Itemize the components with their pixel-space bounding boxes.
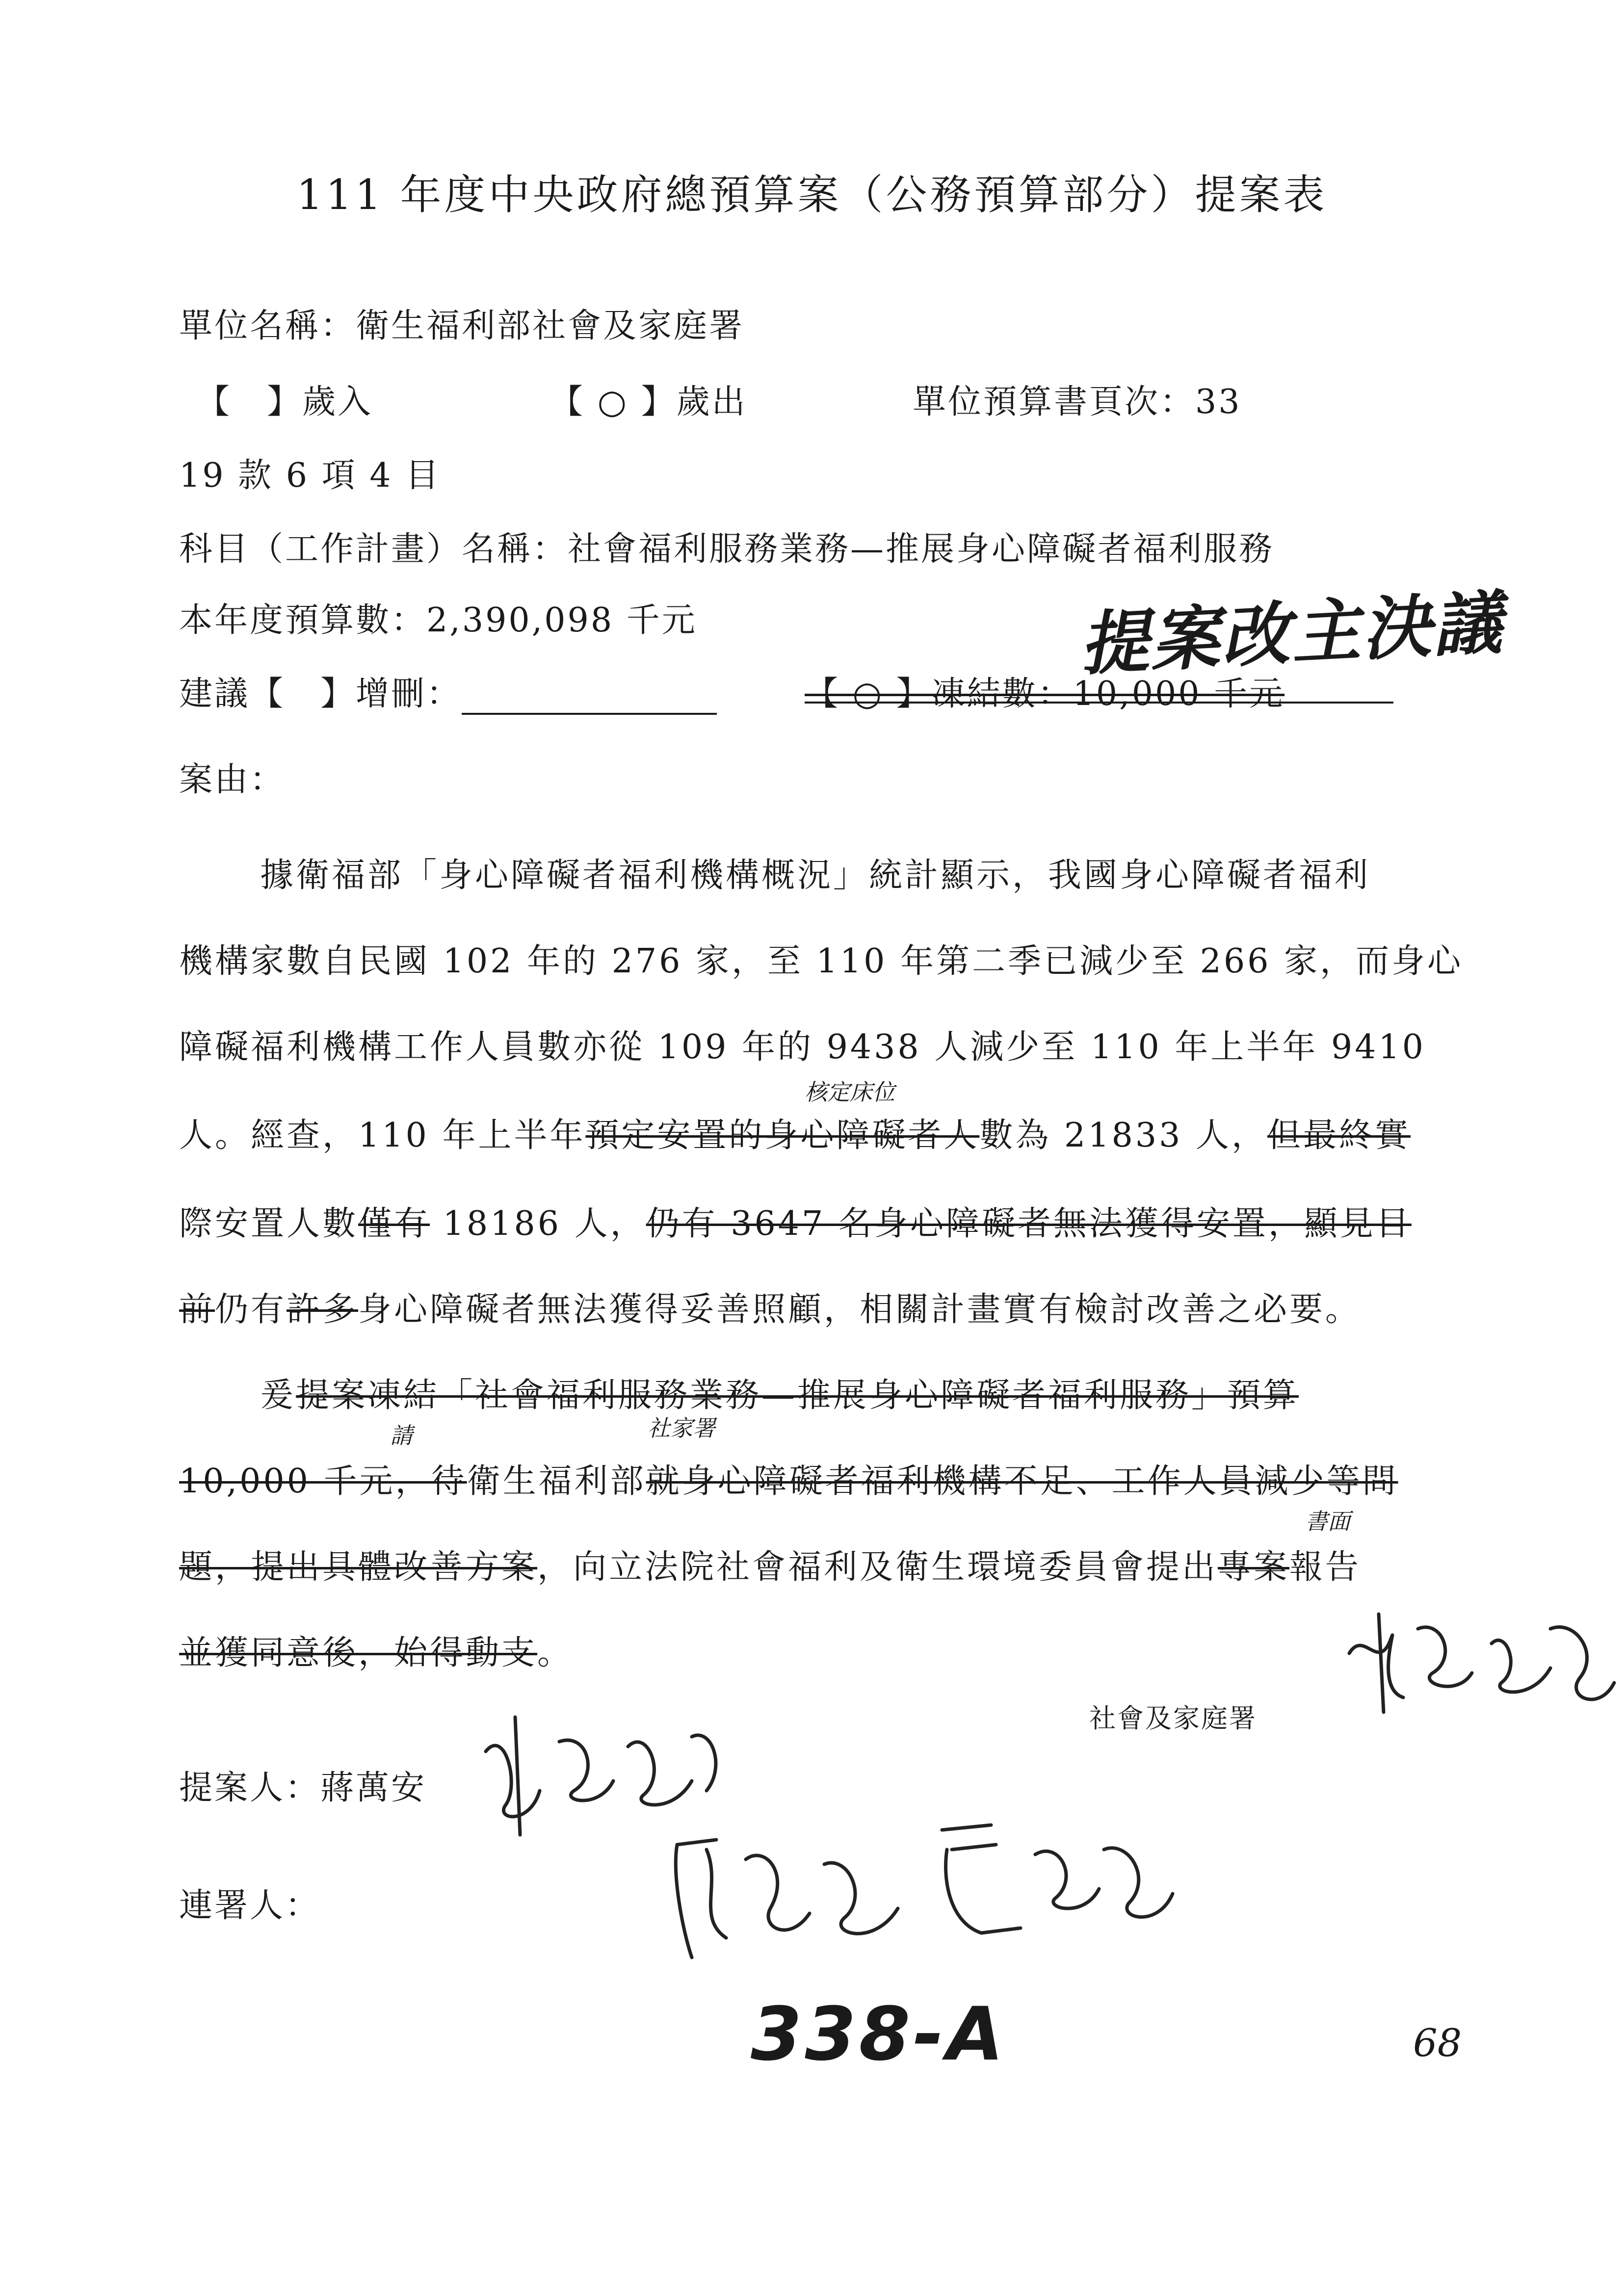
handwritten-code: 338-A <box>751 1992 1007 2077</box>
para2-line1 <box>260 1369 1299 1416</box>
text-segment: 。 <box>537 1634 574 1672</box>
cosigner-label: 連署人： <box>179 1886 321 1925</box>
account-code: 19 款 6 項 4 目 <box>179 456 441 495</box>
expenditure-checkbox: 【 ○ 】歲出 <box>550 383 747 421</box>
page-reference: 單位預算書頁次：33 <box>913 383 1242 421</box>
para2-line3 <box>179 1540 1361 1588</box>
struck-segment: 前 <box>179 1290 215 1329</box>
text-segment: 身心障礙者無法獲得妥善照顧，相關計畫實有檢討改善之必要。 <box>358 1290 1362 1329</box>
insertion-written: 書面 <box>1305 1508 1350 1535</box>
text-segment: 人。經查，110 年上半年 <box>179 1116 586 1155</box>
suggest-label: 建議【 】增刪： <box>179 675 462 713</box>
signature-cosigner-2 <box>922 1810 1178 1957</box>
text-segment: 數為 21833 人， <box>979 1116 1267 1155</box>
agency-note: 社會及家庭署 <box>1089 1703 1257 1734</box>
suggest-blank <box>462 683 717 715</box>
text-segment: 仍有 <box>215 1290 287 1329</box>
signature-agency <box>1344 1599 1619 1747</box>
handwritten-amendment: 提案改主決議 <box>1077 583 1506 685</box>
insertion-sfaa: 社家署 <box>648 1415 715 1441</box>
text-segment: 18186 人， <box>430 1204 646 1243</box>
struck-segment: 就身心障礙者福利機構不足、工作人員減少等問 <box>646 1462 1398 1501</box>
struck-segment: 提案凍結「社會福利服務業務—推展身心障礙者福利服務」預算 <box>296 1376 1299 1415</box>
para1-line1: 據衛福部「身心障礙者福利機構概況」統計顯示，我國身心障礙者福利 <box>260 856 1371 895</box>
text-segment: 爰 <box>260 1376 296 1415</box>
text-segment: 際安置人數 <box>179 1204 359 1243</box>
page-number: 68 <box>1413 2021 1462 2065</box>
para1-line6 <box>179 1283 1361 1331</box>
para1-line3: 障礙福利機構工作人員數亦從 109 年的 9438 人減少至 110 年上半年 9410 <box>179 1028 1426 1067</box>
struck-segment: 預定安置的身心障礙者人 <box>585 1116 980 1155</box>
revenue-checkbox: 【 】歲入 <box>196 383 373 421</box>
text-segment: 報告 <box>1289 1548 1362 1587</box>
para1-line4 <box>179 1109 1411 1156</box>
struck-segment: 許多 <box>287 1290 359 1329</box>
reason-label: 案由： <box>179 760 286 799</box>
freeze-underline <box>805 702 1393 704</box>
proposer: 提案人：蔣萬安 <box>179 1769 427 1807</box>
insertion-core-residents: 核定床位 <box>805 1079 895 1105</box>
struck-segment: 專案 <box>1218 1548 1290 1587</box>
struck-segment: 但最終實 <box>1267 1116 1411 1155</box>
para1-line5 <box>179 1197 1412 1245</box>
para2-line4 <box>179 1626 573 1674</box>
budget-amount: 本年度預算數：2,390,098 千元 <box>179 601 697 640</box>
struck-segment: 題，提出具體改善方案 <box>179 1548 538 1587</box>
subject-name: 科目（工作計畫）名稱：社會福利服務業務—推展身心障礙者福利服務 <box>179 530 1275 569</box>
freeze-label: 【 ○ 】凍結數：10,000 千元 <box>805 675 1285 713</box>
para2-line2 <box>179 1455 1398 1502</box>
para1-line2: 機構家數自民國 102 年的 276 家，至 110 年第二季已減少至 266 家，而身心 <box>179 942 1464 981</box>
document-title: 111 年度中央政府總預算案（公務預算部分）提案表 <box>296 171 1328 219</box>
text-segment: ，向立法院社會福利及衛生環境委員會提出 <box>537 1548 1218 1587</box>
insertion-please: 請 <box>390 1422 413 1449</box>
struck-segment: 仍有 3647 名身心障礙者無法獲得安置，顯見目 <box>646 1204 1412 1243</box>
unit-name: 單位名稱：衛生福利部社會及家庭署 <box>179 307 745 345</box>
suggest-row <box>179 667 717 715</box>
struck-segment: 僅有 <box>358 1204 430 1243</box>
text-segment: 衛生福利部 <box>467 1462 646 1501</box>
signature-cosigner-1 <box>662 1815 917 1972</box>
struck-segment: 並獲同意後，始得動支 <box>179 1634 538 1672</box>
struck-segment: 10,000 千元，待 <box>179 1462 467 1501</box>
